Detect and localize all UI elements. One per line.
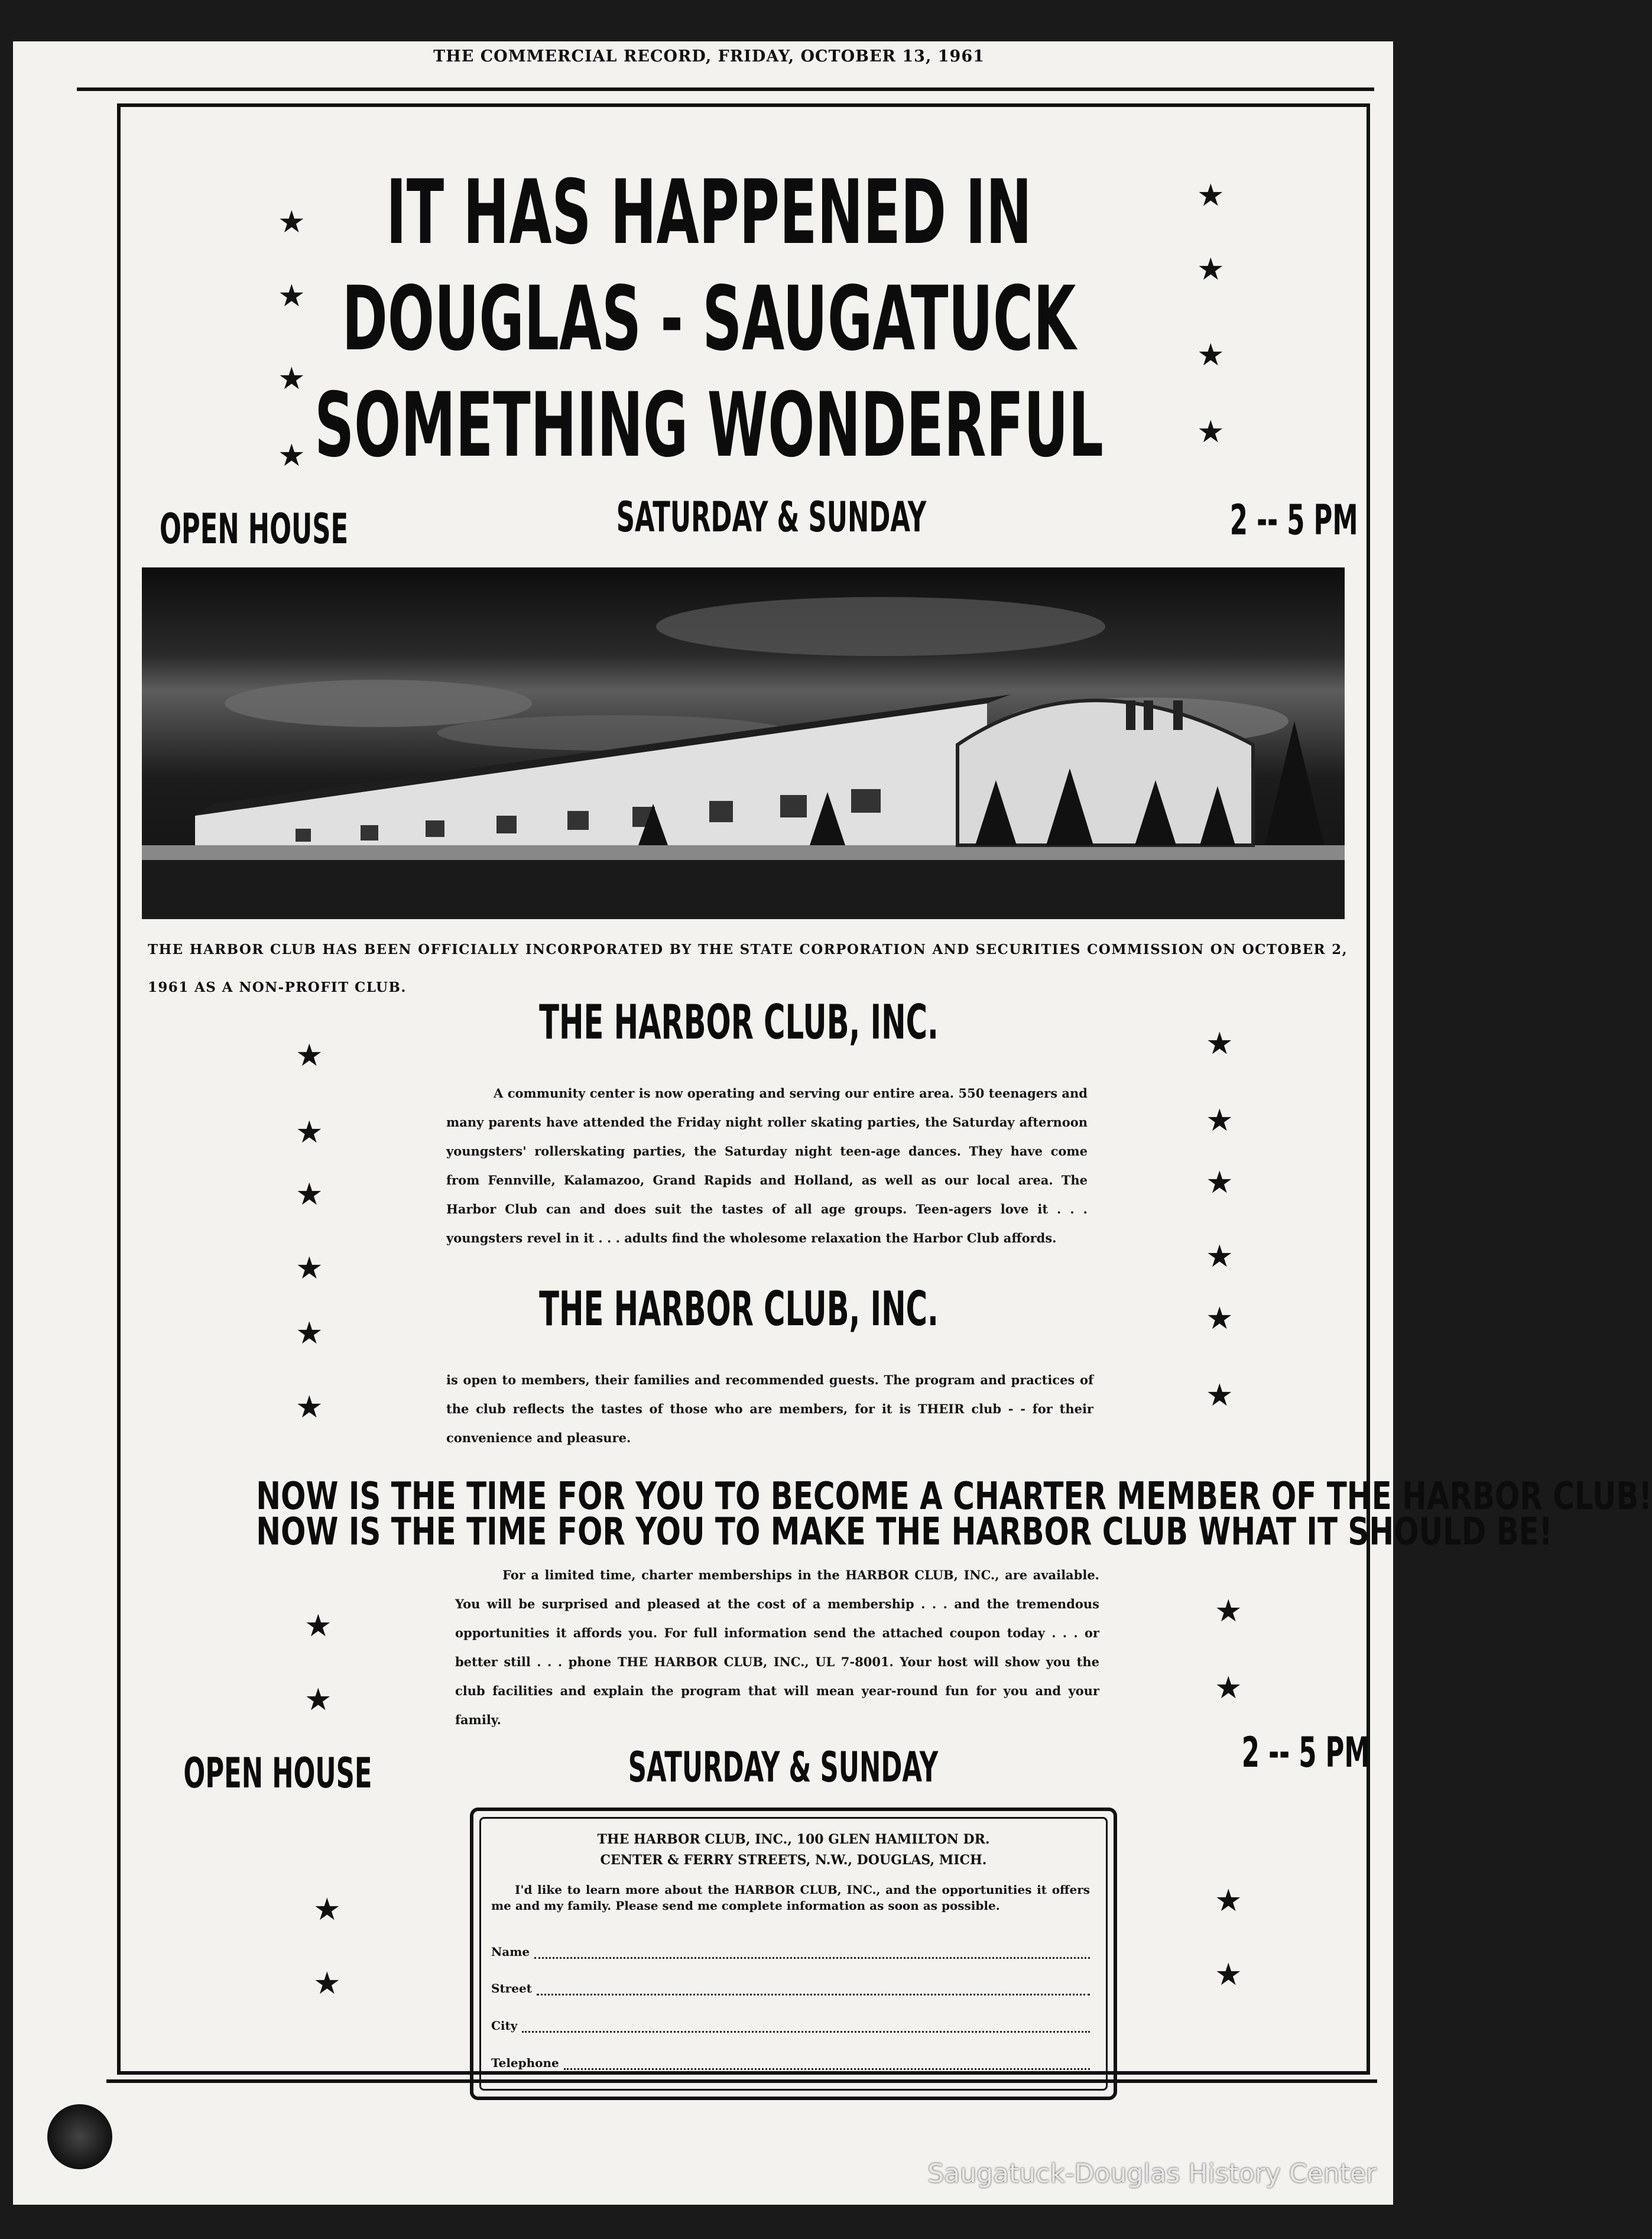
incorporation-caption: THE HARBOR CLUB HAS BEEN OFFICIALLY INCORPORATED BY THE STATE CORPORATION AND SECURITIES COMMISSION ON OCTOBER 2, 1961 AS A NON-PROFIT CLUB. bbox=[148, 942, 1348, 995]
coupon-field-label: Name bbox=[491, 1945, 530, 1959]
star-icon: ★ bbox=[296, 1115, 323, 1150]
coupon-city-field[interactable] bbox=[491, 2015, 1090, 2033]
top-rule bbox=[77, 87, 1374, 91]
star-icon: ★ bbox=[304, 1682, 332, 1718]
open-house-hours: 2 -- 5 PM bbox=[1229, 496, 1358, 544]
headline-line-2: DOUGLAS - SAUGATUCK bbox=[342, 268, 1076, 371]
harbor-club-building-photo bbox=[142, 567, 1345, 919]
open-house-label-2: OPEN HOUSE bbox=[183, 1749, 372, 1797]
star-icon: ★ bbox=[278, 205, 306, 240]
star-icon: ★ bbox=[1197, 252, 1225, 287]
city-input-line[interactable] bbox=[522, 2019, 1090, 2033]
star-icon: ★ bbox=[296, 1251, 323, 1286]
star-icon: ★ bbox=[1206, 1026, 1234, 1062]
star-icon: ★ bbox=[1197, 414, 1225, 450]
masthead: THE COMMERCIAL RECORD, FRIDAY, OCTOBER 13, 1961 bbox=[433, 47, 985, 66]
star-icon: ★ bbox=[304, 1608, 332, 1644]
coupon-address-line-1: THE HARBOR CLUB, INC., 100 GLEN HAMILTON DR. bbox=[597, 1832, 990, 1847]
cta-line-2: NOW IS THE TIME FOR YOU TO MAKE THE HARBOR CLUB WHAT IT SHOULD BE! bbox=[256, 1510, 1553, 1554]
star-icon: ★ bbox=[1206, 1165, 1234, 1200]
headline-line-1: IT HAS HAPPENED IN bbox=[386, 161, 1032, 264]
star-icon: ★ bbox=[1197, 338, 1225, 373]
star-icon: ★ bbox=[1206, 1301, 1234, 1336]
coupon-field-label: Street bbox=[491, 1981, 532, 1995]
telephone-input-line[interactable] bbox=[564, 2056, 1090, 2070]
star-icon: ★ bbox=[296, 1038, 323, 1073]
star-icon: ★ bbox=[1215, 1957, 1242, 1993]
street-input-line[interactable] bbox=[537, 1982, 1090, 1995]
open-house-days-2: SATURDAY & SUNDAY bbox=[628, 1743, 939, 1792]
star-icon: ★ bbox=[1197, 178, 1225, 213]
star-icon: ★ bbox=[278, 438, 306, 473]
coupon-field-label: Telephone bbox=[491, 2056, 559, 2070]
star-icon: ★ bbox=[1215, 1670, 1242, 1706]
coupon-telephone-field[interactable] bbox=[491, 2052, 1090, 2070]
star-icon: ★ bbox=[278, 361, 306, 397]
archive-watermark: Saugatuck-Douglas History Center bbox=[927, 2159, 1377, 2189]
section-2-body: is open to members, their families and recommended guests. The program and practices of the club reflects the tastes of those who are members, for it is THEIR club - - for their convenience and pleasure. bbox=[446, 1372, 1093, 1445]
section-1-body: A community center is now operating and serving our entire area. 550 teenagers and many parents have attended the Friday night roller skating parties, the Saturday afternoon youngsters' rollerskating parties, the Saturday night teen-age dances. They have come from Fennville, Kalamazoo, Grand Rapids and Holland, as well as our local area. The Harbor Club can and does suit the tastes of all age groups. Teen-agers love it . . . youngsters revel in it . . . adults find the wholesome relaxation the Harbor Club affords. bbox=[446, 1086, 1088, 1245]
star-icon: ★ bbox=[1215, 1883, 1242, 1919]
membership-coupon bbox=[470, 1808, 1117, 2100]
cta-line-1: NOW IS THE TIME FOR YOU TO BECOME A CHARTER MEMBER OF THE HARBOR CLUB! bbox=[256, 1475, 1652, 1518]
star-icon: ★ bbox=[1206, 1103, 1234, 1138]
section-2-title: THE HARBOR CLUB, INC. bbox=[539, 1281, 939, 1336]
open-house-days: SATURDAY & SUNDAY bbox=[616, 493, 927, 541]
coupon-request-text: I'd like to learn more about the HARBOR CLUB, INC., and the opportunities it offers me and my family. Please send me complete information as soon as possible. bbox=[491, 1883, 1090, 1913]
star-icon: ★ bbox=[313, 1966, 341, 2001]
star-icon: ★ bbox=[296, 1390, 323, 1425]
coupon-name-field[interactable] bbox=[491, 1941, 1090, 1959]
section-1-title: THE HARBOR CLUB, INC. bbox=[539, 995, 939, 1050]
section-3-body: For a limited time, charter memberships in the HARBOR CLUB, INC., are available. You will be surprised and pleased at the cost of a membership . . . and the tremendous opportunities it affords you. For full information send the attached coupon today . . . or better still . . . phone THE HARBOR CLUB, INC., UL 7-8001. Your host will show you the club facilities and explain the program that will mean year-round fun for you and your family. bbox=[455, 1568, 1099, 1727]
coupon-address-line-2: CENTER & FERRY STREETS, N.W., DOUGLAS, MICH. bbox=[600, 1852, 987, 1868]
star-icon: ★ bbox=[1206, 1378, 1234, 1413]
star-icon: ★ bbox=[1206, 1239, 1234, 1274]
coupon-field-label: City bbox=[491, 2019, 518, 2033]
coupon-street-field[interactable] bbox=[491, 1978, 1090, 1995]
open-house-label: OPEN HOUSE bbox=[160, 505, 349, 553]
open-house-hours-2: 2 -- 5 PM bbox=[1241, 1728, 1370, 1777]
star-icon: ★ bbox=[1215, 1594, 1242, 1629]
film-blemish bbox=[47, 2104, 112, 2169]
star-icon: ★ bbox=[313, 1892, 341, 1928]
headline-line-3: SOMETHING WONDERFUL bbox=[314, 374, 1104, 477]
star-icon: ★ bbox=[296, 1177, 323, 1212]
name-input-line[interactable] bbox=[534, 1945, 1090, 1959]
star-icon: ★ bbox=[278, 278, 306, 314]
star-icon: ★ bbox=[296, 1316, 323, 1351]
